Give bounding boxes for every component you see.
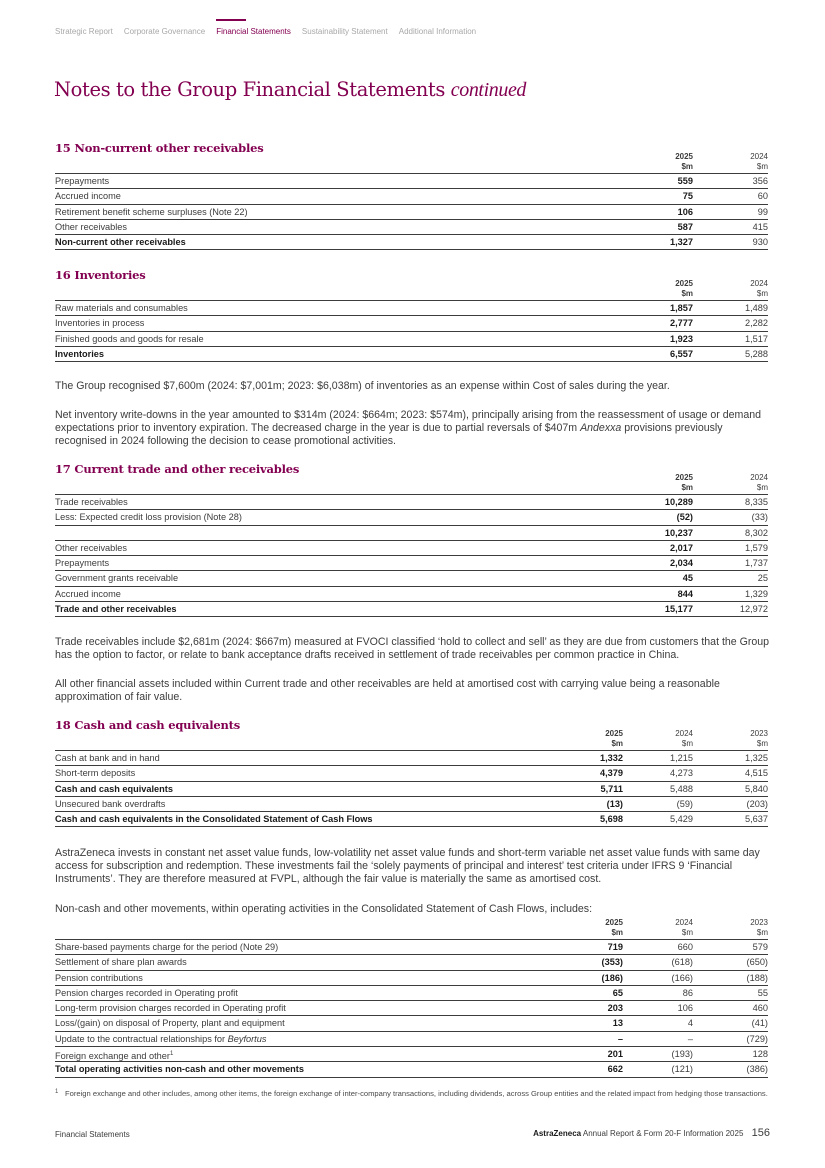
cell-value: 8,302 (745, 527, 768, 538)
cell-value: 2,034 (670, 558, 693, 569)
table-row (55, 220, 768, 235)
row-label: Cash at bank and in hand (55, 753, 160, 763)
cell-value: 5,711 (600, 783, 623, 794)
row-label: Prepayments (55, 176, 110, 186)
nav-item[interactable]: Strategic Report (55, 27, 113, 36)
cell-value: 4,515 (745, 768, 768, 779)
footnote-text: Foreign exchange and other includes, among other items, the foreign exchange of inter-company transactions, including dividends, across Group entities and the related impact from hedging those transactions. (65, 1089, 768, 1098)
column-header: 2024 $m (675, 918, 693, 937)
nav-item[interactable]: Sustainability Statement (301, 27, 388, 36)
cell-value: 1,517 (745, 333, 768, 344)
table-trade-receivables (55, 473, 768, 617)
table-row (55, 174, 768, 189)
table-row (55, 812, 768, 827)
section-nav (55, 27, 476, 36)
cell-value: 1,325 (745, 753, 768, 763)
table-row (55, 940, 768, 955)
row-label: Less: Expected credit loss provision (Note 28) (55, 512, 242, 523)
cell-value: (729) (746, 1033, 768, 1044)
cell-value: 5,488 (670, 783, 693, 794)
cell-value: 1,332 (600, 753, 623, 763)
cell-value: 201 (607, 1049, 623, 1060)
cell-value: 5,840 (745, 783, 768, 794)
cell-value: 10,237 (664, 527, 693, 538)
cell-value: 356 (752, 176, 768, 186)
paragraph-fvoci: Trade receivables include $2,681m (2024: $667m) measured at FVOCI classified ‘hold to collect and sell’ as they are due from customers that the Group has the option to factor, or relate to bank acceptance drafts received in settlement of trade receivables per common practice in China. (55, 636, 770, 661)
table-row (55, 332, 768, 347)
footer-report-info (533, 1127, 770, 1139)
cell-value: (618) (671, 957, 693, 968)
table-header (55, 729, 768, 751)
cell-value: (121) (671, 1064, 693, 1075)
table-row (55, 541, 768, 556)
table-row (55, 782, 768, 797)
row-label: Settlement of share plan awards (55, 957, 187, 968)
cell-value: (353) (601, 957, 623, 968)
table-row (55, 986, 768, 1001)
section-title-16: 16 Inventories (55, 268, 146, 282)
cell-value: (650) (746, 957, 768, 968)
cell-value: (52) (676, 512, 693, 523)
column-header: 2025 $m (605, 729, 623, 748)
section-title-15: 15 Non-current other receivables (55, 141, 264, 155)
cell-value: 579 (752, 942, 768, 952)
column-header: 2025 $m (605, 918, 623, 937)
cell-value: 4,379 (600, 768, 623, 779)
table-row (55, 955, 768, 970)
footnote (55, 1089, 771, 1099)
paragraph-write-downs: Net inventory write-downs in the year amounted to $314m (2024: $664m; 2023: $574m), principally arising from the reassessment of usage or demand expectations prior to inventory expiration. The decreased charge in the year is due to partial reversals of $407m Andexxa provisions previously recognised in 2024 following the decision to cease promotional activities. (55, 409, 762, 447)
cell-value: – (687, 1033, 693, 1044)
cell-value: 2,282 (745, 318, 768, 329)
table-header (55, 279, 768, 301)
cell-value: – (617, 1033, 623, 1044)
cell-value: 75 (682, 191, 693, 202)
paragraph-non-cash-intro: Non-cash and other movements, within operating activities in the Consolidated Statement of Cash Flows, includes: (55, 903, 593, 915)
row-label: Update to the contractual relationships for Beyfortus (55, 1033, 267, 1044)
row-label: Prepayments (55, 558, 110, 569)
cell-value: 99 (757, 206, 768, 217)
page-title-suffix: continued (450, 79, 527, 101)
cell-value: 106 (677, 206, 693, 217)
page-number: 156 (751, 1127, 770, 1139)
cell-value: 55 (757, 987, 768, 998)
table-row (55, 556, 768, 571)
cell-value: 1,923 (670, 333, 693, 344)
table-cash-equivalents (55, 729, 768, 827)
cell-value: 6,557 (670, 348, 693, 359)
table-row (55, 495, 768, 510)
cell-value: 662 (607, 1064, 623, 1075)
section-title-18: 18 Cash and cash equivalents (55, 718, 241, 732)
cell-value: 2,017 (670, 542, 693, 553)
table-row (55, 205, 768, 220)
cell-value: 1,489 (745, 303, 768, 313)
cell-value: 844 (677, 588, 693, 599)
paragraph-amortised-cost: All other financial assets included within Current trade and other receivables are held at amortised cost with carrying value being a reasonable approximation of fair value. (55, 678, 720, 703)
section-title-17: 17 Current trade and other receivables (55, 462, 300, 476)
row-label: Cash and cash equivalents (55, 783, 173, 794)
table-row (55, 751, 768, 766)
cell-value: 415 (752, 221, 768, 232)
cell-value: 559 (677, 176, 693, 186)
cell-value: 660 (677, 942, 693, 952)
row-label: Foreign exchange and other$^1$ (55, 1051, 174, 1062)
table-row (55, 587, 768, 602)
row-label: Trade receivables (55, 497, 128, 507)
cell-value: 4,273 (670, 768, 693, 779)
cell-value: (188) (746, 972, 768, 983)
cell-value: 5,288 (745, 348, 768, 359)
cell-value: 2,777 (670, 318, 693, 329)
cell-value: 1,215 (670, 753, 693, 763)
table-row (55, 510, 768, 525)
cell-value: 1,579 (745, 542, 768, 553)
table-header (55, 918, 768, 940)
table-inventories (55, 279, 768, 362)
row-label: Short-term deposits (55, 768, 136, 779)
nav-item[interactable]: Corporate Governance (123, 27, 206, 36)
table-row (55, 235, 768, 250)
cell-value: 86 (682, 987, 693, 998)
row-label: Total operating activities non-cash and other movements (55, 1064, 304, 1075)
table-row (55, 301, 768, 316)
row-label: Other receivables (55, 542, 128, 553)
table-row (55, 1047, 768, 1062)
footnote-mark: 1 (55, 1089, 59, 1095)
row-label: Pension charges recorded in Operating profit (55, 987, 238, 998)
cell-value: 106 (677, 1003, 693, 1014)
cell-value: 45 (682, 573, 693, 584)
footer-brand: AstraZeneca (533, 1129, 582, 1138)
cell-value: 203 (607, 1003, 623, 1014)
cell-value: (59) (676, 798, 693, 809)
table-row (55, 1001, 768, 1016)
paragraph-inventory-expense: The Group recognised $7,600m (2024: $7,001m; 2023: $6,038m) of inventories as an expense within Cost of sales during the year. (55, 380, 670, 392)
table-non-cash-movements (55, 918, 768, 1078)
cell-value: 719 (607, 942, 623, 952)
row-label: Cash and cash equivalents in the Consolidated Statement of Cash Flows (55, 814, 373, 825)
footer-section-name: Financial Statements (55, 1130, 130, 1139)
paragraph-investments: AstraZeneca invests in constant net asset value funds, low-volatility net asset value funds and short-term variable net asset value funds with same day access for subscription and redemption. These investments fail the ‘solely payments of principal and interest’ test criteria under IFRS 9 ‘Financial Instruments’. They are therefore measured at FVPL, although the fair value is materially the same as amortised cost. (55, 847, 760, 885)
cell-value: 1,737 (745, 558, 768, 569)
cell-value: 1,857 (670, 303, 693, 313)
row-label: Inventories (55, 348, 105, 359)
cell-value: 4 (687, 1018, 693, 1029)
table-row (55, 602, 768, 617)
column-header: 2024 $m (750, 279, 768, 298)
table-row (55, 189, 768, 204)
cell-value: (203) (746, 798, 768, 809)
cell-value: 1,327 (670, 237, 693, 248)
column-header: 2023 $m (750, 918, 768, 937)
row-label: Other receivables (55, 221, 128, 232)
cell-value: 65 (612, 987, 623, 998)
row-label: Accrued income (55, 191, 121, 202)
row-label: Inventories in process (55, 318, 145, 329)
cell-value: (166) (671, 972, 693, 983)
table-row (55, 571, 768, 586)
row-label: Share-based payments charge for the period (Note 29) (55, 942, 279, 952)
cell-value: (33) (751, 512, 768, 523)
cell-value: 15,177 (664, 604, 693, 615)
column-header: 2024 $m (675, 729, 693, 748)
cell-value: 13 (612, 1018, 623, 1029)
cell-value: (386) (746, 1064, 768, 1075)
row-label: Trade and other receivables (55, 604, 177, 615)
column-header: 2025 $m (675, 473, 693, 492)
table-row (55, 766, 768, 781)
cell-value: 930 (752, 237, 768, 248)
table-header (55, 152, 768, 174)
column-header: 2024 $m (750, 473, 768, 492)
row-label: Government grants receivable (55, 573, 179, 584)
row-label: Retirement benefit scheme surpluses (Note 22) (55, 206, 248, 217)
cell-value: 587 (677, 221, 693, 232)
cell-value: 460 (752, 1003, 768, 1014)
page-title (54, 78, 526, 102)
cell-value: 5,637 (745, 814, 768, 825)
cell-value: (41) (751, 1018, 768, 1029)
cell-value: 12,972 (739, 604, 768, 615)
column-header: 2024 $m (750, 152, 768, 171)
table-row (55, 971, 768, 986)
cell-value: 8,335 (745, 497, 768, 507)
cell-value: 60 (757, 191, 768, 202)
row-label: Raw materials and consumables (55, 303, 188, 313)
column-header: 2025 $m (675, 279, 693, 298)
cell-value: 5,698 (600, 814, 623, 825)
cell-value: 25 (757, 573, 768, 584)
table-row (55, 526, 768, 541)
footer-report-title: Annual Report & Form 20-F Information 2025 (582, 1129, 744, 1138)
cell-value: (13) (606, 798, 623, 809)
row-label: Accrued income (55, 588, 121, 599)
page-title-main: Notes to the Group Financial Statements (54, 78, 445, 101)
cell-value: (186) (601, 972, 623, 983)
column-header: 2023 $m (750, 729, 768, 748)
cell-value: 1,329 (745, 588, 768, 599)
table-non-current-receivables (55, 152, 768, 250)
nav-item[interactable]: Financial Statements (216, 27, 291, 36)
cell-value: 5,429 (670, 814, 693, 825)
table-row (55, 797, 768, 812)
nav-item[interactable]: Additional Information (398, 27, 477, 36)
table-header (55, 473, 768, 495)
row-label: Finished goods and goods for resale (55, 333, 204, 344)
row-label: Long-term provision charges recorded in Operating profit (55, 1003, 286, 1014)
cell-value: (193) (671, 1049, 693, 1060)
cell-value: 128 (752, 1049, 768, 1060)
row-label: Pension contributions (55, 972, 143, 983)
row-label: Loss/(gain) on disposal of Property, plant and equipment (55, 1018, 285, 1029)
column-header: 2025 $m (675, 152, 693, 171)
table-row (55, 347, 768, 362)
table-row (55, 1032, 768, 1047)
table-row (55, 1016, 768, 1031)
table-row (55, 316, 768, 331)
table-row (55, 1062, 768, 1077)
row-label: Non-current other receivables (55, 237, 186, 248)
row-label: Unsecured bank overdrafts (55, 798, 166, 809)
cell-value: 10,289 (664, 497, 693, 507)
